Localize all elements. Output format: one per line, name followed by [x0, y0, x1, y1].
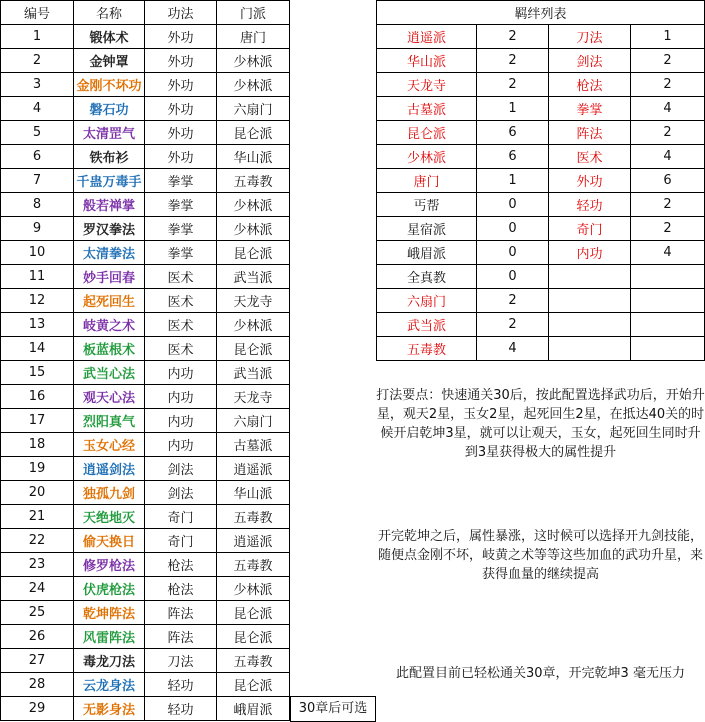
- row-number: 19: [1, 457, 74, 481]
- skill-name: 毒龙刀法: [74, 649, 145, 673]
- skill-type: 外功: [145, 73, 217, 97]
- bond-sect-count: 2: [477, 25, 549, 49]
- row-number: 1: [1, 25, 74, 49]
- row-number: 28: [1, 673, 74, 697]
- skill-type: 内功: [145, 385, 217, 409]
- row-number: 4: [1, 97, 74, 121]
- row-number: 26: [1, 625, 74, 649]
- table-row: [1, 265, 290, 289]
- bond-sect-count: 4: [477, 337, 549, 361]
- skill-table: [0, 0, 290, 721]
- row-number: 17: [1, 409, 74, 433]
- skill-name: 妙手回春: [74, 265, 145, 289]
- skill-sect: 五毒教: [217, 169, 290, 193]
- bond-skill-count: [631, 289, 705, 313]
- bond-skill: 奇门: [549, 217, 631, 241]
- bond-skill: 外功: [549, 169, 631, 193]
- bond-skill: 医术: [549, 145, 631, 169]
- skill-name: 起死回生: [74, 289, 145, 313]
- skill-name: 独孤九剑: [74, 481, 145, 505]
- skill-sect: 天龙寺: [217, 385, 290, 409]
- row-number: 15: [1, 361, 74, 385]
- bond-row: [377, 25, 705, 49]
- bond-skill: 枪法: [549, 73, 631, 97]
- skill-type: 外功: [145, 49, 217, 73]
- skill-type: 内功: [145, 409, 217, 433]
- table-row: [1, 649, 290, 673]
- table-row: [1, 409, 290, 433]
- bond-sect: 逍遥派: [377, 25, 477, 49]
- skill-sect: 少林派: [217, 577, 290, 601]
- row-number: 10: [1, 241, 74, 265]
- skill-sect: 昆仑派: [217, 121, 290, 145]
- bond-skill-count: 2: [631, 73, 705, 97]
- bond-skill: [549, 337, 631, 361]
- row-number: 29: [1, 697, 74, 721]
- row-number: 23: [1, 553, 74, 577]
- row-number: 24: [1, 577, 74, 601]
- table-row: [1, 697, 290, 721]
- bond-skill-count: 1: [631, 25, 705, 49]
- skill-type: 枪法: [145, 553, 217, 577]
- bond-sect: 少林派: [377, 145, 477, 169]
- skill-name: 铁布衫: [74, 145, 145, 169]
- bond-sect: 华山派: [377, 49, 477, 73]
- skill-sect: 武当派: [217, 361, 290, 385]
- table-row: [1, 529, 290, 553]
- skill-type: 外功: [145, 145, 217, 169]
- bond-sect: 五毒教: [377, 337, 477, 361]
- bond-sect-count: 0: [477, 265, 549, 289]
- bond-skill: 轻功: [549, 193, 631, 217]
- bond-title: 羁绊列表: [377, 1, 705, 25]
- row-number: 7: [1, 169, 74, 193]
- table-row: [1, 73, 290, 97]
- bond-row: [377, 145, 705, 169]
- bond-row: [377, 289, 705, 313]
- skill-sect: 唐门: [217, 25, 290, 49]
- skill-sect: 五毒教: [217, 553, 290, 577]
- bond-skill: 剑法: [549, 49, 631, 73]
- row-number: 5: [1, 121, 74, 145]
- bond-row: [377, 193, 705, 217]
- bond-row: [377, 97, 705, 121]
- row-number: 3: [1, 73, 74, 97]
- skill-type: 外功: [145, 97, 217, 121]
- table-row: [1, 97, 290, 121]
- row-number: 12: [1, 289, 74, 313]
- bond-sect: 唐门: [377, 169, 477, 193]
- skill-sect: 华山派: [217, 481, 290, 505]
- skill-sect: 逍遥派: [217, 529, 290, 553]
- table-row: [1, 337, 290, 361]
- skill-type: 阵法: [145, 625, 217, 649]
- table-row: [1, 433, 290, 457]
- bond-sect-count: 0: [477, 217, 549, 241]
- bond-sect: 丐帮: [377, 193, 477, 217]
- skill-type: 医术: [145, 289, 217, 313]
- bond-skill: [549, 313, 631, 337]
- skill-type: 拳掌: [145, 169, 217, 193]
- table-row: [1, 361, 290, 385]
- bond-sect-count: 6: [477, 121, 549, 145]
- bond-sect-count: 2: [477, 73, 549, 97]
- strategy-note-1: 打法要点：快速通关30后，按此配置选择武功后，开始升星，观天2星，玉女2星，起死回生2星，在抵达40关的时候开启乾坤3星，就可以让观天，玉女，起死回生同时升到3星获得极大的属性提升: [376, 388, 705, 460]
- row-number: 11: [1, 265, 74, 289]
- skill-type: 拳掌: [145, 241, 217, 265]
- bond-row: [377, 313, 705, 337]
- skill-name: 罗汉拳法: [74, 217, 145, 241]
- skill-sect: 昆仑派: [217, 625, 290, 649]
- table-row: [1, 457, 290, 481]
- skill-name: 观天心法: [74, 385, 145, 409]
- skill-type: 枪法: [145, 577, 217, 601]
- skill-sect: 少林派: [217, 313, 290, 337]
- header-name: 名称: [74, 1, 145, 25]
- skill-name: 逍遥剑法: [74, 457, 145, 481]
- table-row: [1, 289, 290, 313]
- skill-name: 金刚不坏功: [74, 73, 145, 97]
- bond-skill: 阵法: [549, 121, 631, 145]
- skill-sect: 五毒教: [217, 649, 290, 673]
- bond-skill-count: 2: [631, 121, 705, 145]
- bond-skill: 刀法: [549, 25, 631, 49]
- bond-sect-count: 2: [477, 49, 549, 73]
- bond-sect: 全真教: [377, 265, 477, 289]
- extra-note-cell: 30章后可选: [290, 696, 376, 722]
- header-no: 编号: [1, 1, 74, 25]
- table-row: [1, 241, 290, 265]
- row-number: 14: [1, 337, 74, 361]
- skill-name: 千蛊万毒手: [74, 169, 145, 193]
- bond-title-row: [377, 1, 705, 25]
- skill-type: 医术: [145, 337, 217, 361]
- skill-sect: 武当派: [217, 265, 290, 289]
- table-row: [1, 673, 290, 697]
- skill-sect: 昆仑派: [217, 337, 290, 361]
- table-row: [1, 169, 290, 193]
- bond-row: [377, 49, 705, 73]
- skill-name: 伏虎枪法: [74, 577, 145, 601]
- skill-sect: 昆仑派: [217, 241, 290, 265]
- bond-sect-count: 1: [477, 169, 549, 193]
- skill-type: 医术: [145, 313, 217, 337]
- row-number: 20: [1, 481, 74, 505]
- skill-type: 拳掌: [145, 193, 217, 217]
- skill-name: 偷天换日: [74, 529, 145, 553]
- row-number: 8: [1, 193, 74, 217]
- skill-sect: 五毒教: [217, 505, 290, 529]
- bond-skill-count: 2: [631, 49, 705, 73]
- skill-name: 乾坤阵法: [74, 601, 145, 625]
- bond-sect: 六扇门: [377, 289, 477, 313]
- row-number: 9: [1, 217, 74, 241]
- bond-skill: [549, 265, 631, 289]
- skill-sect: 峨眉派: [217, 697, 290, 721]
- skill-type: 轻功: [145, 673, 217, 697]
- bond-table: [376, 0, 705, 361]
- skill-sect: 昆仑派: [217, 601, 290, 625]
- row-number: 13: [1, 313, 74, 337]
- table-row: [1, 505, 290, 529]
- skill-table-header: [1, 1, 290, 25]
- bond-skill-count: 4: [631, 145, 705, 169]
- skill-sect: 华山派: [217, 145, 290, 169]
- skill-type: 奇门: [145, 529, 217, 553]
- table-row: [1, 625, 290, 649]
- table-row: [1, 553, 290, 577]
- bond-row: [377, 121, 705, 145]
- header-type: 功法: [145, 1, 217, 25]
- skill-sect: 少林派: [217, 73, 290, 97]
- table-row: [1, 193, 290, 217]
- bond-skill-count: 2: [631, 193, 705, 217]
- bond-sect-count: 1: [477, 97, 549, 121]
- skill-name: 磐石功: [74, 97, 145, 121]
- table-row: [1, 313, 290, 337]
- skill-type: 外功: [145, 25, 217, 49]
- bond-skill-count: [631, 313, 705, 337]
- skill-sect: 六扇门: [217, 97, 290, 121]
- table-row: [1, 49, 290, 73]
- bond-sect-count: 6: [477, 145, 549, 169]
- row-number: 21: [1, 505, 74, 529]
- bond-sect: 星宿派: [377, 217, 477, 241]
- skill-sect: 少林派: [217, 217, 290, 241]
- row-number: 25: [1, 601, 74, 625]
- table-row: [1, 217, 290, 241]
- skill-type: 剑法: [145, 481, 217, 505]
- row-number: 27: [1, 649, 74, 673]
- skill-type: 刀法: [145, 649, 217, 673]
- skill-type: 轻功: [145, 697, 217, 721]
- bond-sect: 天龙寺: [377, 73, 477, 97]
- skill-type: 内功: [145, 433, 217, 457]
- strategy-note-3: 此配置目前已轻松通关30章，开完乾坤3 毫无压力: [396, 666, 685, 681]
- bond-sect-count: 2: [477, 313, 549, 337]
- row-number: 22: [1, 529, 74, 553]
- bond-skill-count: [631, 265, 705, 289]
- strategy-note-2: 开完乾坤之后，属性暴涨，这时候可以选择开九剑技能，随便点金刚不坏，岐黄之术等等这些加血的武功升星，来获得血量的继续提高: [377, 529, 703, 582]
- row-number: 18: [1, 433, 74, 457]
- bond-sect-count: 0: [477, 241, 549, 265]
- bond-row: [377, 265, 705, 289]
- skill-sect: 少林派: [217, 49, 290, 73]
- bond-skill-count: 4: [631, 97, 705, 121]
- bond-row: [377, 241, 705, 265]
- skill-type: 内功: [145, 361, 217, 385]
- table-row: [1, 145, 290, 169]
- bond-skill: [549, 289, 631, 313]
- skill-sect: 昆仑派: [217, 673, 290, 697]
- bond-skill-count: [631, 337, 705, 361]
- row-number: 16: [1, 385, 74, 409]
- skill-sect: 少林派: [217, 193, 290, 217]
- skill-name: 般若禅掌: [74, 193, 145, 217]
- skill-name: 修罗枪法: [74, 553, 145, 577]
- skill-name: 武当心法: [74, 361, 145, 385]
- bond-skill: 拳掌: [549, 97, 631, 121]
- skill-name: 锻体术: [74, 25, 145, 49]
- skill-type: 外功: [145, 121, 217, 145]
- bond-row: [377, 169, 705, 193]
- bond-sect-count: 2: [477, 289, 549, 313]
- table-row: [1, 577, 290, 601]
- bond-skill-count: 6: [631, 169, 705, 193]
- skill-sect: 古墓派: [217, 433, 290, 457]
- skill-name: 天绝地灭: [74, 505, 145, 529]
- table-row: [1, 25, 290, 49]
- skill-name: 风雷阵法: [74, 625, 145, 649]
- skill-name: 玉女心经: [74, 433, 145, 457]
- skill-type: 奇门: [145, 505, 217, 529]
- row-number: 2: [1, 49, 74, 73]
- table-row: [1, 385, 290, 409]
- skill-sect: 逍遥派: [217, 457, 290, 481]
- skill-name: 金钟罩: [74, 49, 145, 73]
- skill-type: 医术: [145, 265, 217, 289]
- skill-name: 太清罡气: [74, 121, 145, 145]
- row-number: 6: [1, 145, 74, 169]
- table-row: [1, 601, 290, 625]
- bond-sect: 峨眉派: [377, 241, 477, 265]
- skill-name: 云龙身法: [74, 673, 145, 697]
- skill-type: 剑法: [145, 457, 217, 481]
- table-row: [1, 481, 290, 505]
- table-row: [1, 121, 290, 145]
- skill-name: 烈阳真气: [74, 409, 145, 433]
- bond-sect: 古墓派: [377, 97, 477, 121]
- bond-sect: 昆仑派: [377, 121, 477, 145]
- bond-row: [377, 73, 705, 97]
- bond-row: [377, 217, 705, 241]
- bond-sect: 武当派: [377, 313, 477, 337]
- skill-name: 无影身法: [74, 697, 145, 721]
- skill-name: 太清拳法: [74, 241, 145, 265]
- skill-sect: 六扇门: [217, 409, 290, 433]
- skill-name: 岐黄之术: [74, 313, 145, 337]
- skill-name: 板蓝根术: [74, 337, 145, 361]
- skill-sect: 天龙寺: [217, 289, 290, 313]
- header-sect: 门派: [217, 1, 290, 25]
- bond-sect-count: 0: [477, 193, 549, 217]
- bond-skill-count: 4: [631, 241, 705, 265]
- bond-row: [377, 337, 705, 361]
- skill-type: 阵法: [145, 601, 217, 625]
- skill-type: 拳掌: [145, 217, 217, 241]
- bond-skill-count: 2: [631, 217, 705, 241]
- bond-skill: 内功: [549, 241, 631, 265]
